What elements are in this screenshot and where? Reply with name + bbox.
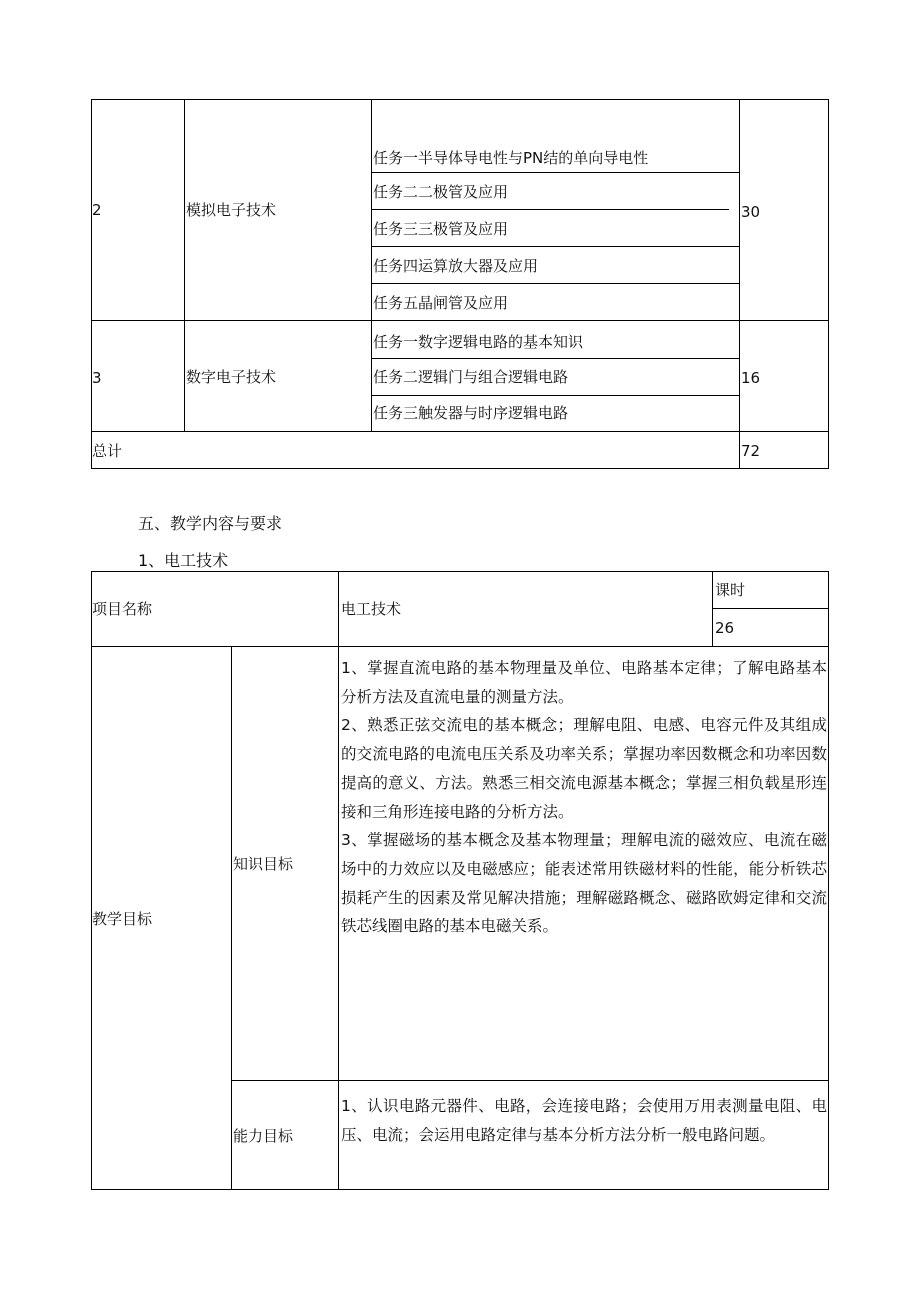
knowledge-label: 知识目标 [233, 855, 294, 873]
sub-heading: 1、电工技术 [138, 551, 229, 570]
ability-label: 能力目标 [233, 1127, 294, 1145]
total-hours: 72 [741, 442, 761, 460]
task-item: 任务五晶闸管及应用 [373, 294, 509, 312]
task-item: 任务三三极管及应用 [373, 220, 509, 238]
module-name: 模拟电子技术 [186, 201, 277, 219]
task-item: 任务四运算放大器及应用 [373, 257, 539, 275]
project-name: 电工技术 [341, 600, 402, 618]
row-number: 2 [92, 201, 102, 219]
section-heading: 五、教学内容与要求 [138, 514, 283, 533]
task-item: 任务二逻辑门与组合逻辑电路 [373, 368, 569, 386]
hours-label: 课时 [715, 581, 746, 599]
knowledge-objectives [341, 654, 827, 941]
task-item: 任务一半导体导电性与PN结的单向导电性 [373, 149, 649, 167]
task-item: 任务三触发器与时序逻辑电路 [373, 404, 569, 422]
row-number: 3 [92, 369, 102, 387]
ability-objectives [341, 1092, 827, 1149]
module-hours: 30 [741, 203, 761, 221]
task-item: 任务一数字逻辑电路的基本知识 [373, 333, 584, 351]
total-label: 总计 [92, 442, 123, 460]
knowledge-item: 3、掌握磁场的基本概念及基本物理量；理解电流的磁效应、电流在磁场中的力效应以及电磁感应；能表述常用铁磁材料的性能，能分析铁芯损耗产生的因素及常见解决措施；理解磁路概念、磁路欧姆定律和交流铁芯线圈电路的基本电磁关系。 [341, 831, 827, 936]
task-item: 任务二二极管及应用 [373, 183, 509, 201]
project-label: 项目名称 [92, 600, 153, 618]
module-hours: 16 [741, 369, 761, 387]
ability-item: 1、认识电路元器件、电路，会连接电路；会使用万用表测量电阻、电压、电流；会运用电路定律与基本分析方法分析一般电路问题。 [341, 1097, 827, 1144]
goal-label: 教学目标 [92, 910, 153, 928]
knowledge-item: 1、掌握直流电路的基本物理量及单位、电路基本定律；了解电路基本分析方法及直流电量的测量方法。 [341, 659, 827, 706]
hours-value: 26 [715, 619, 735, 637]
module-name: 数字电子技术 [186, 368, 277, 386]
knowledge-item: 2、熟悉正弦交流电的基本概念；理解电阻、电感、电容元件及其组成的交流电路的电流电压关系及功率关系；掌握功率因数概念和功率因数提高的意义、方法。熟悉三相交流电源基本概念；掌握三相负载星形连接和三角形连接电路的分析方法。 [341, 716, 827, 821]
